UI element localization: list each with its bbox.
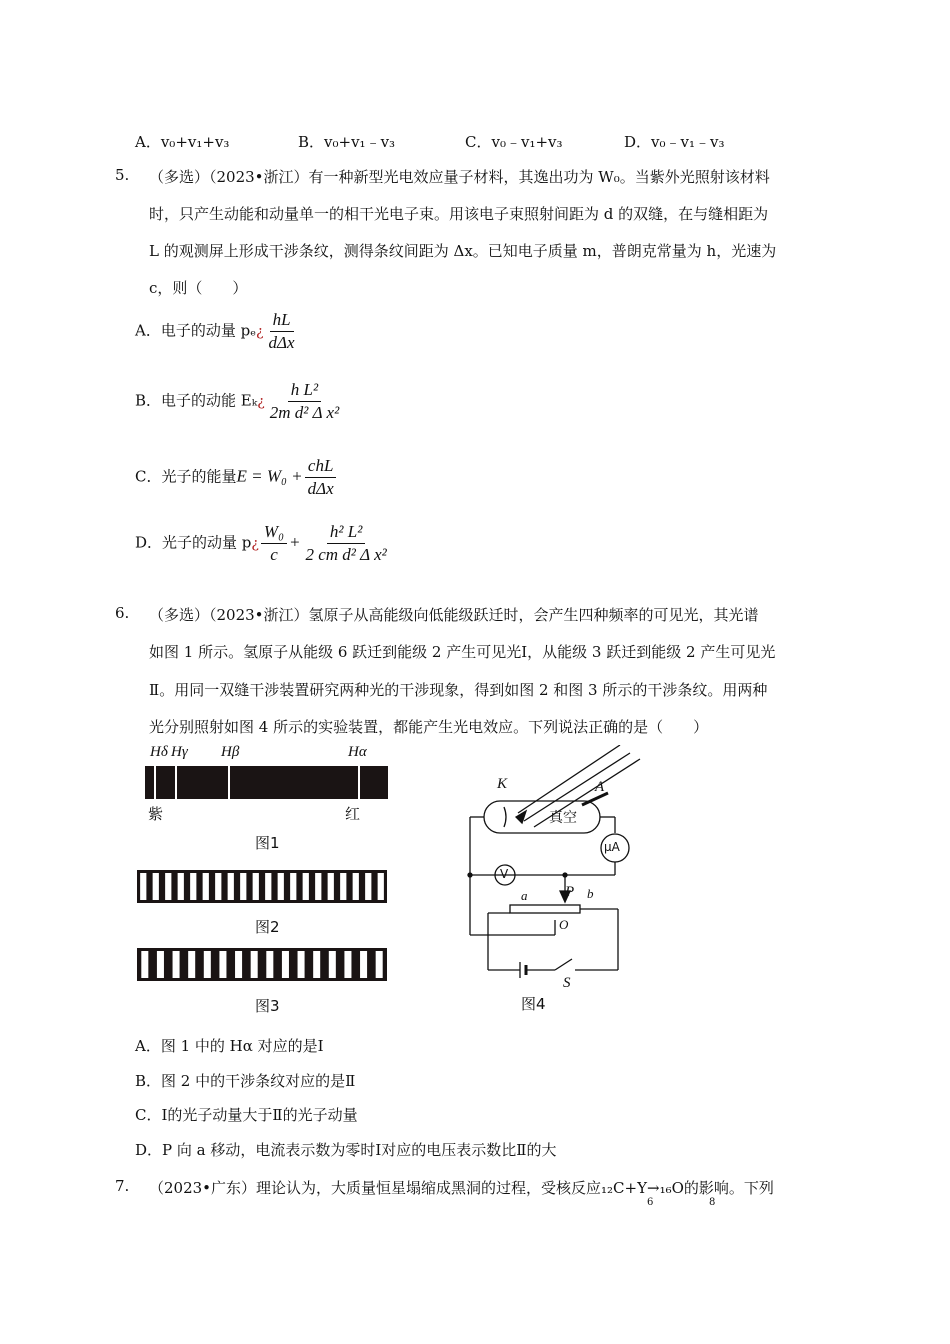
bright-fringe (253, 873, 259, 900)
bright-fringe (141, 951, 148, 978)
rheostat-end-b: b (587, 886, 594, 901)
bright-fringe (219, 951, 226, 978)
bright-fringe (235, 951, 242, 978)
figure-caption: 图1 (255, 834, 280, 852)
violet-label: 紫 (148, 805, 164, 823)
q6-option-c: C．Ⅰ的光子动量大于Ⅱ的光子动量 (135, 1106, 358, 1124)
question-text-line: （多选）（2023•浙江）氢原子从高能级向低能级跃迁时，会产生四种频率的可见光，其光谱 (149, 606, 759, 624)
slider-label: P (565, 884, 575, 900)
q5-option-a (135, 310, 300, 353)
spectral-line-label: Hδ (150, 744, 168, 760)
q4-option-a: A．v₀+v₁+v₃ (135, 133, 230, 151)
q6-option-d: D．P 向 a 移动，电流表示数为零时Ⅰ对应的电压表示数比Ⅱ的大 (135, 1141, 557, 1159)
spectrum-bar (145, 766, 388, 799)
anode-label: A (595, 779, 605, 795)
option-label: A．电子的动量 pₑ (135, 321, 257, 340)
question-text-line: 如图 1 所示。氢原子从能级 6 跃迁到能级 2 产生可见光Ⅰ，从能级 3 跃迁到能级 2 产生可见光 (149, 643, 776, 661)
figure-caption: 图4 (521, 995, 546, 1013)
formula-expr: E = W₀ + (236, 466, 303, 486)
question-text-line: c，则（ ） (149, 279, 248, 297)
bright-fringe (329, 951, 336, 978)
bright-fringe (315, 873, 321, 900)
question-number: 6. (115, 604, 130, 622)
subscript: 8 (709, 1197, 716, 1208)
fringe-background (137, 870, 387, 903)
question-text-line: 时，只产生动能和动量单一的相干光电子束。用该电子束照射间距为 d 的双缝，在与缝相距为 (149, 205, 769, 223)
cathode-label: K (497, 776, 508, 792)
glyph: ¿ (257, 393, 265, 410)
q4-option-b: B．v₀+v₁﹣v₃ (298, 133, 396, 151)
bright-fringe (344, 951, 351, 978)
figure-caption: 图3 (255, 997, 280, 1015)
formula-fraction: $\frac{\text{h L²}}{\text{2m d² Δ x²}}$ (269, 380, 340, 422)
bright-fringe (228, 873, 234, 900)
bright-fringe (188, 951, 195, 978)
bright-fringe (365, 873, 371, 900)
bright-fringe (240, 873, 246, 900)
glyph: ¿ (251, 535, 259, 552)
spectral-line-label: Hβ (221, 744, 240, 760)
subscript: 6 (647, 1197, 654, 1208)
bright-fringe (178, 873, 184, 900)
formula-fraction: $\frac{\text{W₀}}{c}$ (261, 522, 287, 565)
switch-label: S (563, 975, 571, 991)
figure-caption: 图2 (255, 918, 280, 936)
bright-fringe (203, 873, 209, 900)
rheostat-mid-o: O (559, 917, 569, 932)
formula-fraction: $\frac{\text{h² L²}}{\text{2 cm d² Δ x²}}$ (305, 522, 387, 564)
bright-fringe (376, 951, 383, 978)
nuclear-reaction: ₁₂C+Y→₁₆O (601, 1179, 684, 1197)
q6-option-a: A．图 1 中的 Hα 对应的是Ⅰ (135, 1037, 324, 1055)
question-text-line: （2023•广东）理论认为，大质量恒星塌缩成黑洞的过程，受核反应₁₂C+Y→₁₆O的影响。下列 (149, 1179, 774, 1197)
ammeter-label: μA (604, 840, 620, 854)
bright-fringe (313, 951, 320, 978)
bright-fringe (360, 951, 367, 978)
spectral-line-label: Hα (348, 744, 367, 760)
q4-option-d: D．v₀﹣v₁﹣v₃ (624, 133, 725, 151)
bright-fringe (298, 951, 305, 978)
bright-fringe (153, 873, 159, 900)
option-label: B．电子的动能 Eₖ (135, 391, 258, 410)
bright-fringe (353, 873, 359, 900)
q5-option-b (135, 380, 344, 423)
rheostat-end-a: a (521, 888, 528, 903)
q6-option-b: B．图 2 中的干涉条纹对应的是Ⅱ (135, 1072, 356, 1090)
option-label: C．光子的能量 (135, 467, 237, 486)
question-number: 5. (115, 166, 130, 184)
formula-fraction: $\frac{\text{chL}}{\text{dΔx}}$ (305, 456, 337, 499)
bright-fringe (265, 873, 271, 900)
bright-fringe (204, 951, 211, 978)
red-label: 红 (345, 805, 361, 823)
option-label: D．光子的动量 p (135, 533, 252, 552)
voltmeter-label: V (500, 867, 509, 881)
question-text-line: Ⅱ。用同一双缝干涉装置研究两种光的干涉现象，得到如图 2 和图 3 所示的干涉条纹。用两种 (149, 681, 768, 699)
bright-fringe (173, 951, 180, 978)
q5-option-d: D．光子的动量 p¿ $\frac{\text{W₀}}{c}$ + $\frac{\text{h² L²}}{\text{2 cm d² Δ x²}}$ (135, 522, 392, 565)
bright-fringe (278, 873, 284, 900)
bright-fringe (157, 951, 164, 978)
bright-fringe (378, 873, 384, 900)
bright-fringe (328, 873, 334, 900)
q5-option-c (135, 456, 339, 499)
bright-fringe (303, 873, 309, 900)
question-text-line: L 的观测屏上形成干涉条纹，测得条纹间距为 Δx。已知电子质量 m，普朗克常量为 h，光速为 (149, 242, 777, 260)
question-text-line: （多选）（2023•浙江）有一种新型光电效应量子材料，其逸出功为 W₀。当紫外光照射该材料 (149, 168, 770, 186)
bright-fringe (165, 873, 171, 900)
bright-fringe (251, 951, 258, 978)
formula-fraction: $\frac{hL}{\text{dΔx}}$ (268, 310, 295, 352)
interference-fringes (137, 870, 387, 903)
glyph: ¿ (256, 323, 264, 340)
photoelectric-circuit (460, 745, 660, 990)
bright-fringe (340, 873, 346, 900)
question-number: 7. (115, 1177, 130, 1195)
question-text-line: 光分别照射如图 4 所示的实验装置，都能产生光电效应。下列说法正确的是（ ） (149, 718, 709, 736)
bright-fringe (290, 873, 296, 900)
bright-fringe (215, 873, 221, 900)
bright-fringe (140, 873, 146, 900)
spectral-line-label: Hγ (171, 744, 188, 760)
bright-fringe (190, 873, 196, 900)
bright-fringe (266, 951, 273, 978)
q4-option-c: C．v₀﹣v₁+v₃ (465, 133, 563, 151)
interference-fringes (137, 948, 387, 981)
bright-fringe (282, 951, 289, 978)
vacuum-label: 真空 (549, 810, 577, 826)
